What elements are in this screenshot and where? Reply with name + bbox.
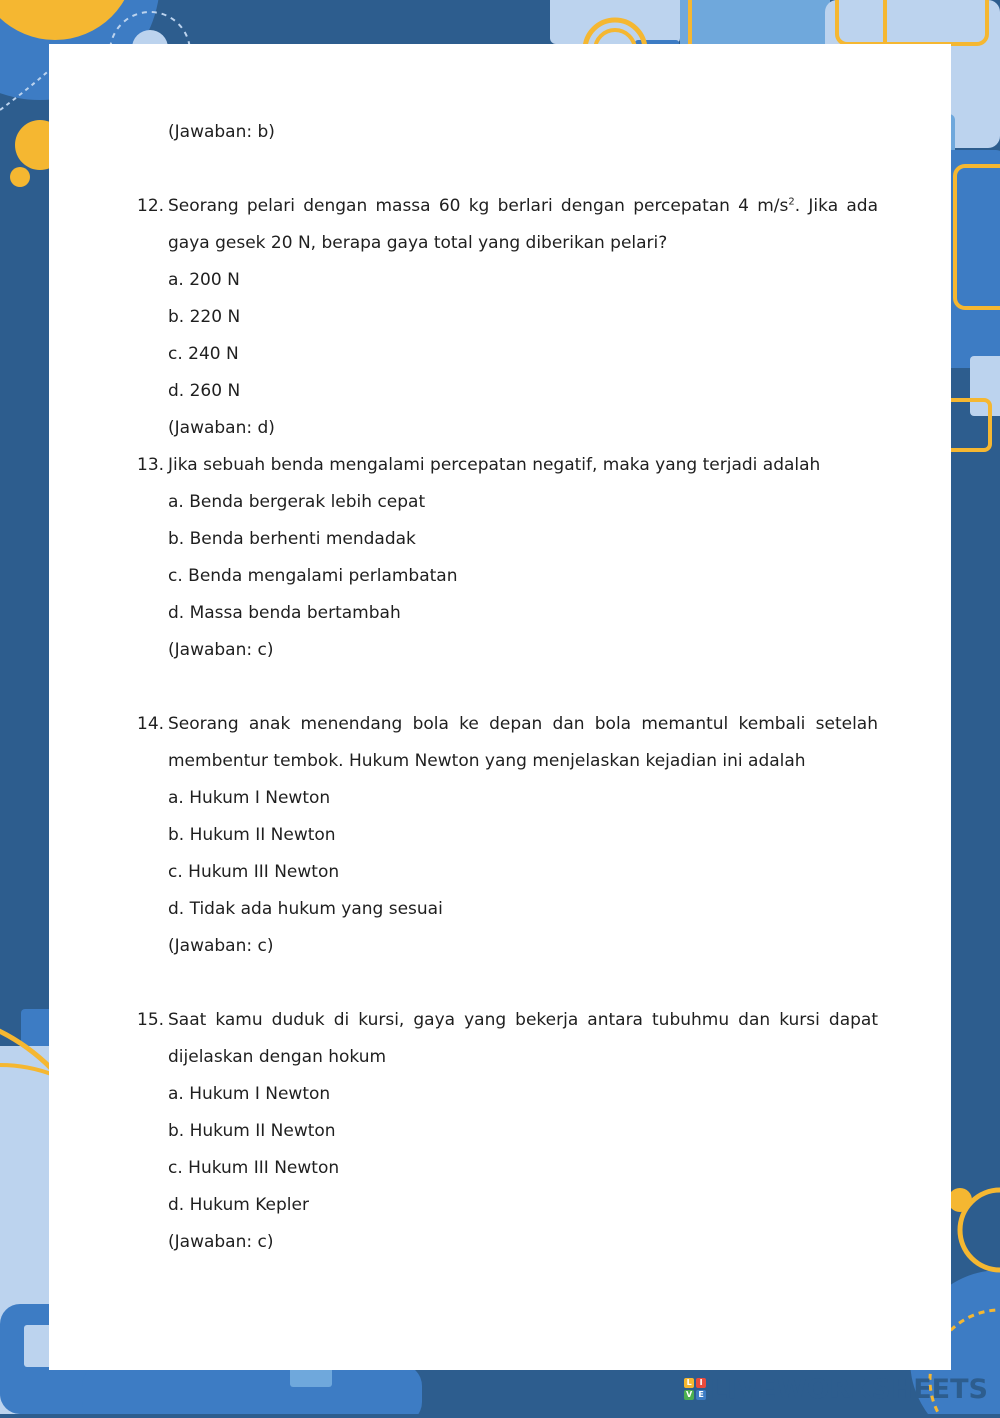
spacer bbox=[137, 669, 878, 706]
question-15 bbox=[137, 1002, 878, 1076]
option-c: c. Hukum III Newton bbox=[168, 1158, 340, 1178]
option-d: d. Hukum Kepler bbox=[168, 1195, 309, 1215]
question-text bbox=[168, 188, 878, 262]
logo-tile-v: V bbox=[686, 1390, 693, 1399]
option-d: d. 260 N bbox=[168, 381, 241, 401]
answer-11: (Jawaban: b) bbox=[168, 122, 275, 142]
liveworksheets-brand[interactable] bbox=[684, 1372, 988, 1406]
question-text-part-1: Seorang pelari dengan massa 60 kg berlari dengan percepatan 4 m/s bbox=[168, 196, 789, 216]
question-text-part-2: . Jika ada gaya gesek 20 N, berapa gaya total yang diberikan pelari? bbox=[168, 196, 878, 253]
question-number: 12. bbox=[137, 196, 165, 216]
brand-name: LIVEWORKSHEETS bbox=[710, 1373, 988, 1405]
worksheet-content bbox=[137, 114, 878, 1261]
option-b: b. 220 N bbox=[168, 307, 241, 327]
answer-15: (Jawaban: c) bbox=[168, 1232, 274, 1252]
question-text: Jika sebuah benda mengalami percepatan negatif, maka yang terjadi adalah bbox=[168, 455, 821, 475]
liveworksheets-logo-icon bbox=[684, 1378, 706, 1400]
option-b: b. Hukum II Newton bbox=[168, 1121, 336, 1141]
option-a: a. Benda bergerak lebih cepat bbox=[168, 492, 426, 512]
question-14 bbox=[137, 706, 878, 780]
question-number: 15. bbox=[137, 1010, 165, 1030]
option-c: c. Hukum III Newton bbox=[168, 862, 340, 882]
question-text: Seorang anak menendang bola ke depan dan bola memantul kembali setelah membentur tembok. Hukum Newton yang menjelaskan kejadian ini adalah bbox=[168, 714, 878, 771]
answer-14: (Jawaban: c) bbox=[168, 936, 274, 956]
option-b: b. Hukum II Newton bbox=[168, 825, 336, 845]
superscript: 2 bbox=[788, 196, 795, 208]
option-d: d. Massa benda bertambah bbox=[168, 603, 401, 623]
option-c: c. 240 N bbox=[168, 344, 239, 364]
spacer bbox=[137, 965, 878, 1002]
logo-tile-e: E bbox=[696, 1390, 706, 1400]
answer-13: (Jawaban: c) bbox=[168, 640, 274, 660]
question-13 bbox=[137, 447, 878, 484]
option-b: b. Benda berhenti mendadak bbox=[168, 529, 416, 549]
answer-12: (Jawaban: d) bbox=[168, 418, 275, 438]
logo-tile-i: I bbox=[696, 1378, 706, 1388]
option-c: c. Benda mengalami perlambatan bbox=[168, 566, 458, 586]
option-a: a. 200 N bbox=[168, 270, 240, 290]
question-12 bbox=[137, 188, 878, 262]
option-a: a. Hukum I Newton bbox=[168, 1084, 331, 1104]
question-number: 14. bbox=[137, 714, 165, 734]
question-text: Saat kamu duduk di kursi, gaya yang bekerja antara tubuhmu dan kursi dapat dijelaskan dengan hokum bbox=[168, 1010, 878, 1067]
option-d: d. Tidak ada hukum yang sesuai bbox=[168, 899, 443, 919]
spacer bbox=[137, 151, 878, 188]
question-number: 13. bbox=[137, 455, 165, 475]
logo-tile-l: L bbox=[684, 1378, 694, 1388]
option-a: a. Hukum I Newton bbox=[168, 788, 331, 808]
